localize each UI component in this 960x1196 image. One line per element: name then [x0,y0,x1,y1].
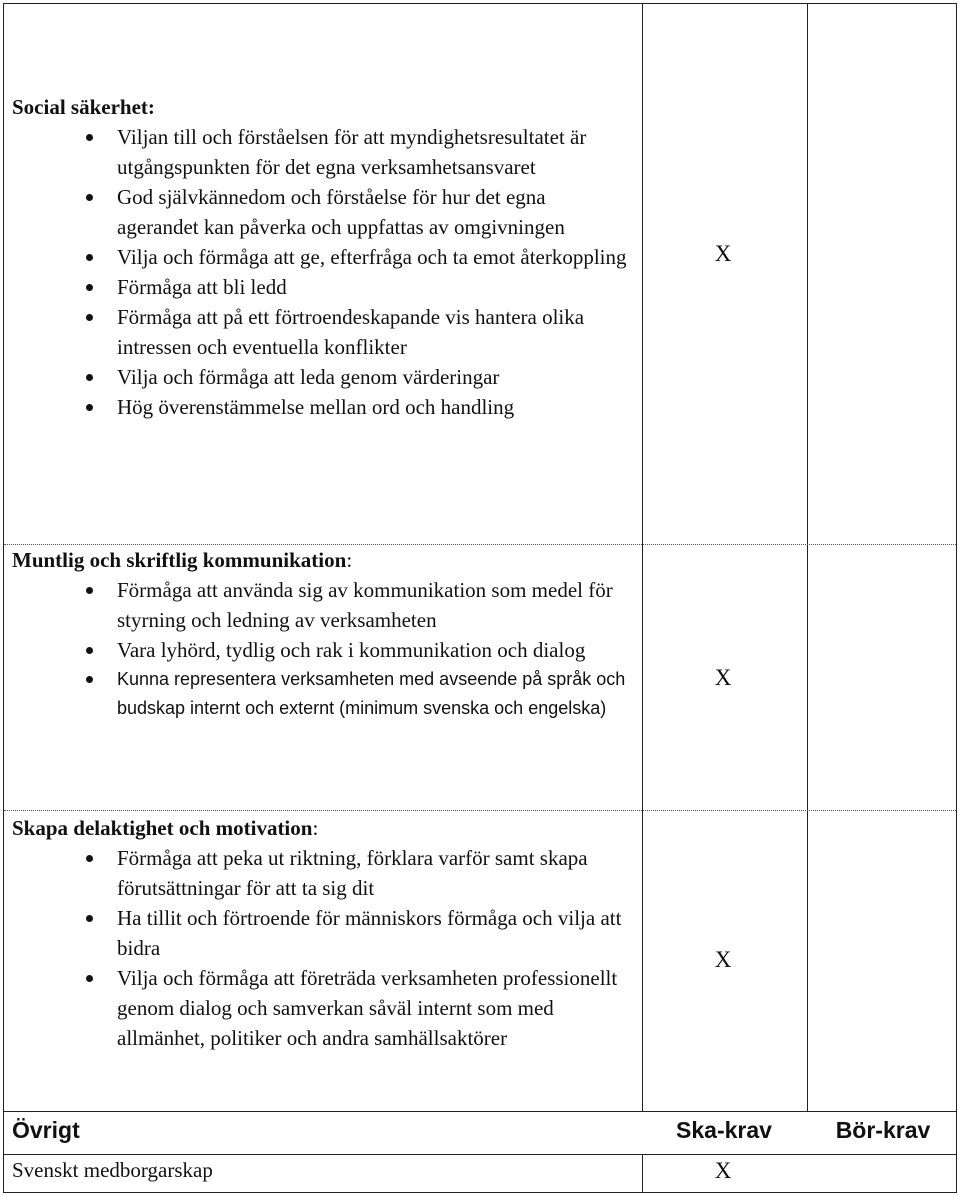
list-item: Vilja och förmåga att företräda verksamheten professionellt genom dialog och samverkan såväl internt som med allmänhet, politiker och andra samhällsaktörer [12,963,632,1053]
list-item: Viljan till och förståelsen för att myndighetsresultatet är utgångspunkten för det egna verksamhetsansvaret [12,122,632,182]
bullet-list [12,843,632,1053]
bullet-list [12,575,632,665]
column-divider [807,4,808,1111]
list-item: Förmåga att använda sig av kommunikation som medel för styrning och ledning av verksamheten [12,575,632,635]
ska-krav-mark: X [714,1158,732,1183]
bullet-list [12,665,632,723]
column-header-ska-krav: Ska-krav [676,1117,772,1143]
list-item: Förmåga att bli ledd [12,272,632,302]
ska-krav-mark: X [714,241,732,266]
ska-krav-mark: X [714,947,732,972]
list-item: Vilja och förmåga att ge, efterfråga och ta emot återkoppling [12,242,632,272]
row-label: Svenskt medborgarskap [12,1158,213,1182]
column-header-bor-krav: Bör-krav [835,1117,931,1143]
section-title: Social säkerhet: [12,95,155,119]
column-divider [642,4,643,1111]
list-item: Förmåga att peka ut riktning, förklara varför samt skapa förutsättningar för att ta sig dit [12,843,632,903]
list-item: God självkännedom och förståelse för hur det egna agerandet kan påverka och uppfattas av omgivningen [12,182,632,242]
section-social-sakerhet [12,92,632,422]
bullet-list [12,122,632,422]
list-item: Förmåga att på ett förtroendeskapande vis hantera olika intressen och eventuella konflikter [12,302,632,362]
list-item: Ha tillit och förtroende för människors förmåga och vilja att bidra [12,903,632,963]
section-title: Muntlig och skriftlig kommunikation: [12,548,353,572]
list-item: Vilja och förmåga att leda genom värderingar [12,362,632,392]
section-title: Skapa delaktighet och motivation: [12,816,319,840]
list-item: Vara lyhörd, tydlig och rak i kommunikation och dialog [12,635,632,665]
row-divider [4,810,956,811]
list-item: Kunna representera verksamheten med avseende på språk och budskap internt och externt (minimum svenska och engelska) [12,665,632,723]
ska-krav-mark: X [714,665,732,690]
row-divider [4,1111,956,1112]
section-delaktighet [12,813,632,1053]
section-kommunikation [12,545,632,723]
list-item: Hög överenstämmelse mellan ord och handling [12,392,632,422]
footer-heading: Övrigt [12,1117,80,1143]
row-divider [4,1154,956,1155]
